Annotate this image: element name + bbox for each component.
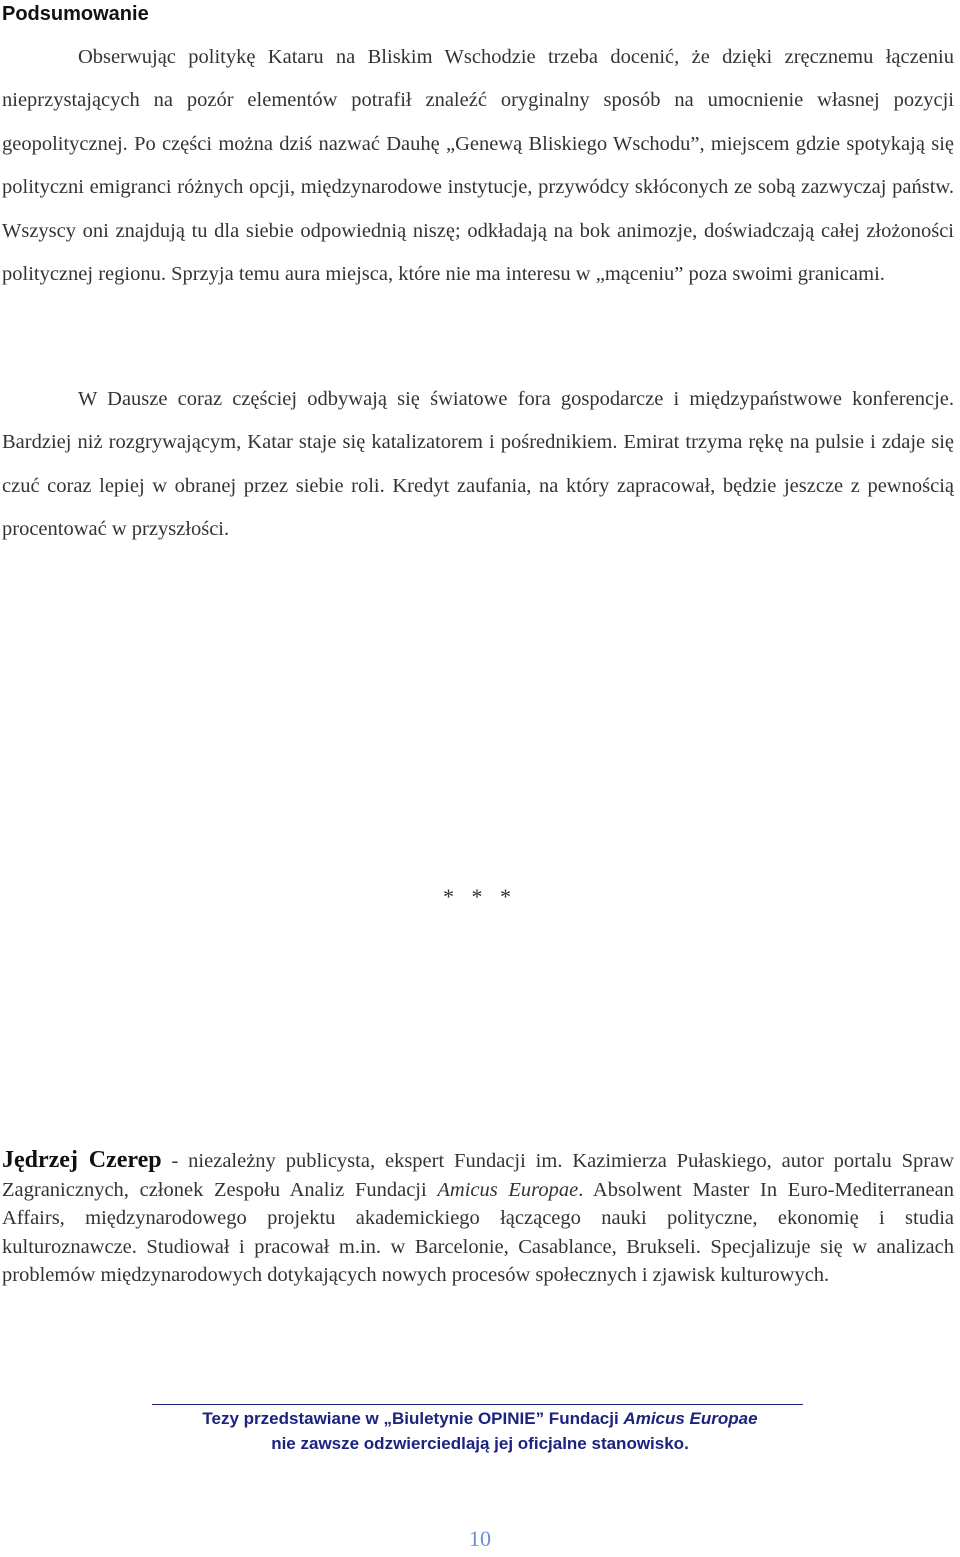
bio-text-part2: . Absolwent Master In Euro-Mediterranean Affairs, międzynarodowego projektu akademickiego łączącego nauki polityczne, ekonomię i studia kulturoznawcze. Studiował i pracował m.in. w Barcelonie, Casablance, Brukseli. Specjalizuje się w analizach problemów międzynarodowych dotykających nowych procesów społecznych i zjawisk kulturowych.	[2, 1178, 955, 1287]
footer-line-1	[0, 1406, 960, 1431]
author-name: Jędrzej Czerep	[2, 1147, 162, 1173]
footer-divider-line	[152, 1404, 803, 1405]
footer-line-2: nie zawsze odzwierciedlają jej oficjalne stanowisko.	[271, 1434, 689, 1453]
page-number: 10	[469, 1526, 491, 1551]
section-divider: * * *	[443, 884, 517, 909]
author-bio	[2, 1146, 954, 1290]
footer-foundation-name: Amicus Europae	[623, 1409, 758, 1428]
section-heading: Podsumowanie	[2, 3, 149, 25]
footer-disclaimer	[0, 1406, 960, 1456]
footer-line-1-text: Tezy przedstawiane w „Biuletynie OPINIE” Fundacji	[202, 1409, 624, 1428]
paragraph-2: W Dausze coraz częściej odbywają się światowe fora gospodarcze i międzypaństwowe konferencje. Bardziej niż rozgrywającym, Katar staje się katalizatorem i pośrednikiem. Emirat trzyma rękę na pulsie i zdaje się czuć coraz lepiej w obranej przez siebie roli. Kredyt zaufania, na który zapracował, będzie jeszcze z pewnością procentować w przyszłości.	[2, 388, 954, 541]
foundation-name: Amicus Europae	[437, 1178, 579, 1201]
paragraph-1: Obserwując politykę Kataru na Bliskim Wschodzie trzeba docenić, że dzięki zręcznemu łączeniu nieprzystających na pozór elementów potrafił znaleźć oryginalny sposób na umocnienie własnej pozycji geopolitycznej. Po części można dziś nazwać Dauhę „Genewą Bliskiego Wschodu”, miejscem gdzie spotykają się polityczni emigranci różnych opcji, międzynarodowe instytucje, przywódcy skłóconych ze sobą zazwyczaj państw. Wszyscy oni znajdują tu dla siebie odpowiednią niszę; odkładają na bok animozje, doświadczają całej złożoności politycznej regionu. Sprzyja temu aura miejsca, które nie ma interesu w „mąceniu” poza swoimi granicami.	[2, 46, 954, 286]
bio-text-part1: - niezależny publicysta, ekspert Fundacji im. Kazimierza Pułaskiego, autor portalu Spraw Zagranicznych, członek Zespołu Analiz Fundacji	[2, 1150, 954, 1201]
